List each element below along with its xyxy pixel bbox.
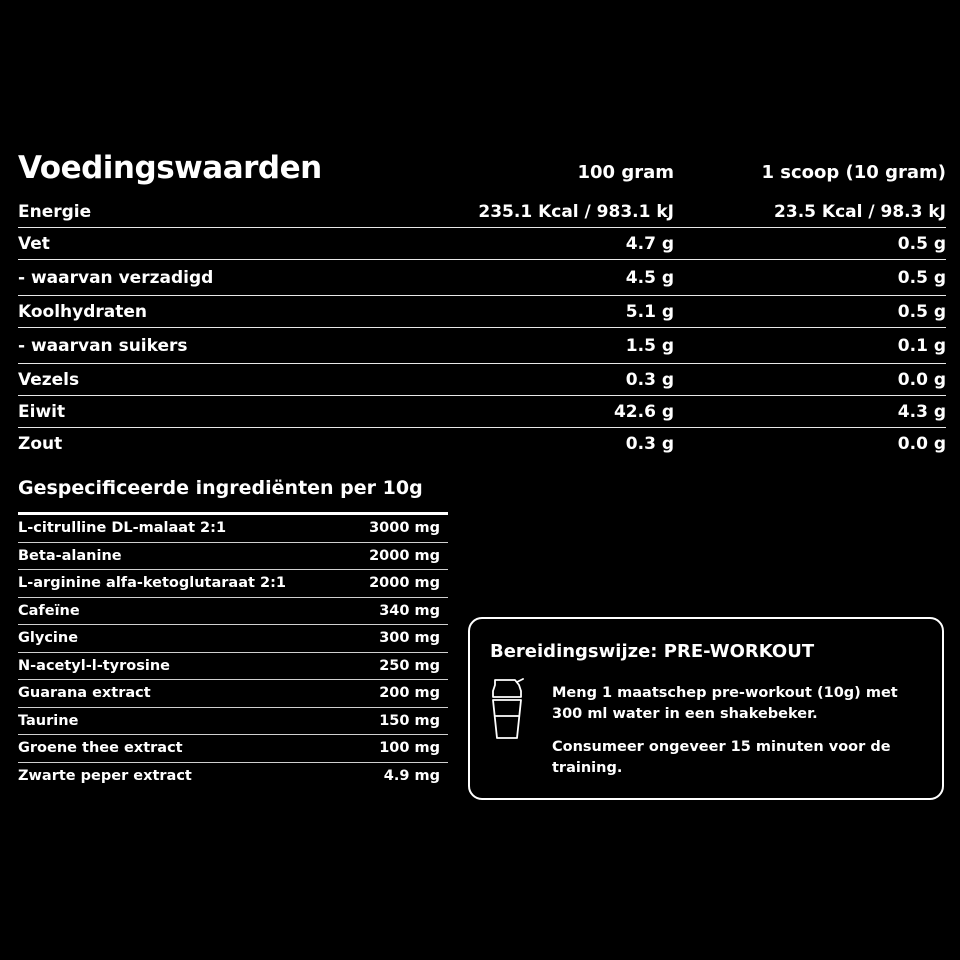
ingredient-label: Guarana extract: [18, 685, 151, 702]
shaker-icon: [488, 677, 526, 741]
nutrition-row: [18, 296, 946, 328]
ingredient-amount: 2000 mg: [369, 575, 440, 592]
ingredient-row: [18, 708, 448, 736]
ingredient-label: Groene thee extract: [18, 740, 183, 757]
nutrition-row: [18, 196, 946, 228]
nutrient-value-scoop: 0.0 g: [897, 433, 946, 454]
nutrient-value-100g: 4.5 g: [625, 267, 674, 288]
preparation-title: Bereidingswijze: PRE-WORKOUT: [490, 641, 815, 662]
column-header-scoop: 1 scoop (10 gram): [761, 162, 946, 183]
nutrient-value-100g: 4.7 g: [625, 233, 674, 254]
nutrient-value-100g: 42.6 g: [613, 401, 674, 422]
nutrition-row: [18, 364, 946, 396]
nutrition-row: [18, 260, 946, 296]
ingredient-label: L-arginine alfa-ketoglutaraat 2:1: [18, 575, 286, 592]
nutrient-label: Eiwit: [18, 401, 66, 422]
nutrition-header: [18, 150, 946, 196]
nutrient-value-scoop: 0.0 g: [897, 369, 946, 390]
ingredient-amount: 200 mg: [379, 685, 440, 702]
nutrient-value-scoop: 0.5 g: [897, 301, 946, 322]
nutrition-table: [18, 150, 946, 459]
ingredient-row: [18, 625, 448, 653]
ingredient-label: Beta-alanine: [18, 547, 122, 564]
nutrient-label: Energie: [18, 201, 92, 222]
ingredient-amount: 250 mg: [379, 657, 440, 674]
ingredient-label: Glycine: [18, 630, 79, 647]
ingredient-row: [18, 735, 448, 763]
nutrient-label: - waarvan verzadigd: [18, 267, 214, 288]
ingredient-label: L-citrulline DL-malaat 2:1: [18, 520, 227, 537]
ingredient-row: [18, 680, 448, 708]
ingredient-row: [18, 570, 448, 598]
nutrient-value-100g: 0.3 g: [625, 433, 674, 454]
ingredient-amount: 3000 mg: [369, 520, 440, 537]
preparation-box: [468, 617, 944, 800]
nutrient-value-scoop: 4.3 g: [897, 401, 946, 422]
nutrition-row: [18, 396, 946, 428]
ingredient-row: [18, 598, 448, 626]
ingredient-row: [18, 653, 448, 681]
nutrient-value-scoop: 0.5 g: [897, 233, 946, 254]
ingredient-row: [18, 543, 448, 571]
nutrient-label: Koolhydraten: [18, 301, 148, 322]
nutrient-value-scoop: 23.5 Kcal / 98.3 kJ: [774, 201, 946, 222]
preparation-step-mix: Meng 1 maatschep pre-workout (10g) met 300 ml water in een shakebeker.: [552, 685, 898, 722]
ingredient-row: [18, 763, 448, 790]
ingredient-amount: 100 mg: [379, 740, 440, 757]
nutrition-row: [18, 228, 946, 260]
nutrition-row: [18, 328, 946, 364]
ingredient-amount: 150 mg: [379, 712, 440, 729]
nutrient-value-scoop: 0.5 g: [897, 267, 946, 288]
ingredient-label: Cafeïne: [18, 602, 80, 619]
nutrient-label: - waarvan suikers: [18, 335, 188, 356]
ingredient-amount: 340 mg: [379, 602, 440, 619]
nutrient-label: Zout: [18, 433, 63, 454]
nutrient-value-scoop: 0.1 g: [897, 335, 946, 356]
column-header-100g: 100 gram: [577, 162, 674, 183]
ingredient-row: [18, 515, 448, 543]
ingredient-amount: 4.9 mg: [383, 767, 440, 784]
nutrition-title: Voedingswaarden: [18, 150, 322, 186]
nutrient-value-100g: 1.5 g: [625, 335, 674, 356]
ingredient-label: N-acetyl-l-tyrosine: [18, 657, 170, 674]
ingredients-table: [18, 472, 448, 789]
nutrient-value-100g: 0.3 g: [625, 369, 674, 390]
nutrient-value-100g: 5.1 g: [625, 301, 674, 322]
ingredient-amount: 2000 mg: [369, 547, 440, 564]
preparation-instructions: [552, 683, 922, 791]
ingredient-label: Zwarte peper extract: [18, 767, 192, 784]
preparation-step-timing: Consumeer ongeveer 15 minuten voor de training.: [552, 739, 891, 776]
nutrient-label: Vet: [18, 233, 50, 254]
ingredient-amount: 300 mg: [379, 630, 440, 647]
nutrient-value-100g: 235.1 Kcal / 983.1 kJ: [478, 201, 674, 222]
ingredient-label: Taurine: [18, 712, 79, 729]
nutrition-row: [18, 428, 946, 459]
nutrient-label: Vezels: [18, 369, 80, 390]
ingredients-title: Gespecificeerde ingrediënten per 10g: [18, 477, 423, 499]
